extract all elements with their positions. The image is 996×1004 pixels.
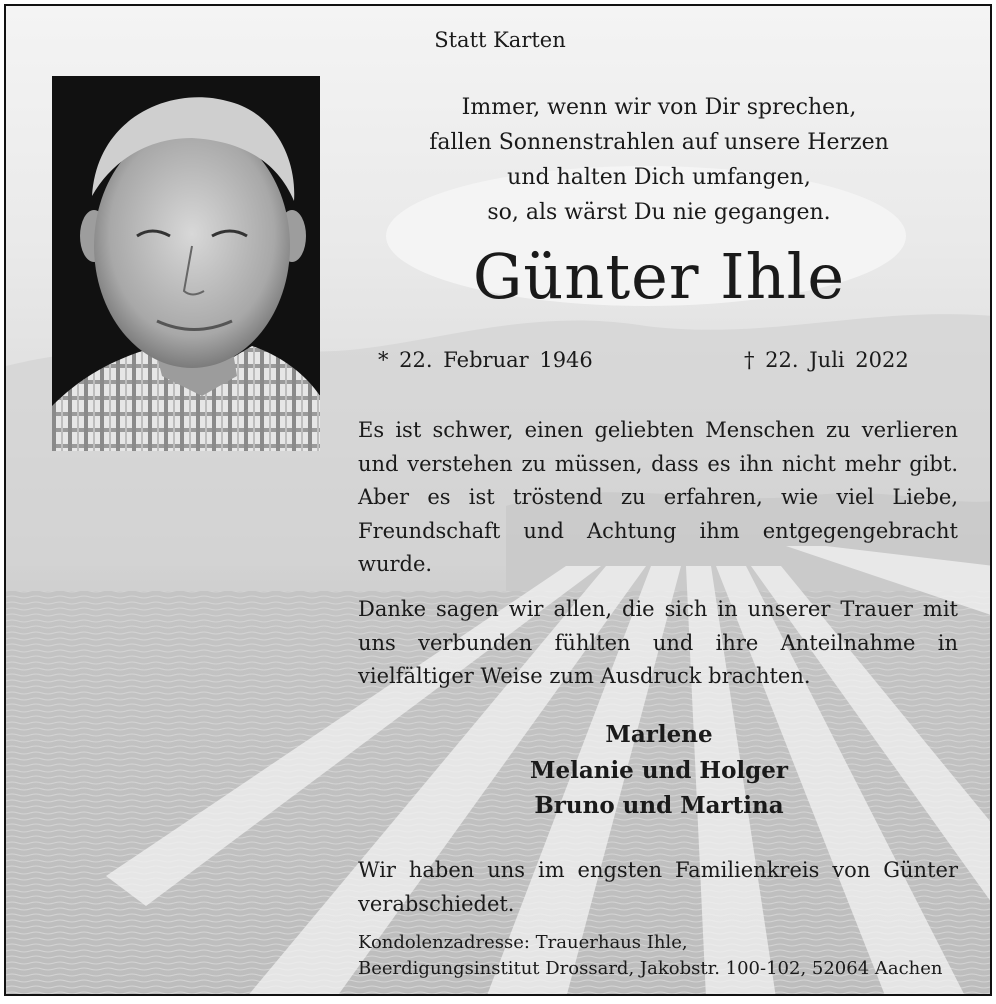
poem-line: und halten Dich umfangen, — [507, 165, 811, 190]
portrait-photo — [52, 76, 320, 451]
header-text: Statt Karten — [434, 28, 566, 52]
farewell-paragraph: Wir haben uns im engsten Familienkreis von Günter verabschiedet. — [358, 858, 958, 916]
poem-line: fallen Sonnenstrahlen auf unsere Herzen — [429, 130, 889, 155]
signatory: Marlene — [605, 721, 713, 748]
death-date: † 22. Juli 2022 — [744, 348, 909, 372]
address-line: Kondolenzadresse: Trauerhaus Ihle, — [358, 932, 688, 953]
obituary-notice — [4, 4, 992, 996]
birth-date: * 22. Februar 1946 — [378, 348, 593, 372]
poem-line: so, als wärst Du nie gegangen. — [487, 200, 831, 225]
poem — [324, 90, 992, 230]
signatory: Bruno und Martina — [534, 792, 784, 819]
deceased-name: Günter Ihle — [472, 240, 846, 313]
thanks-paragraph: Danke sagen wir allen, die sich in unserer Trauer mit uns verbunden fühlten und ihre Anteilnahme in vielfältiger Weise zum Ausdruck brachten. — [358, 597, 958, 688]
portrait-image — [52, 76, 320, 451]
condolence-paragraph: Es ist schwer, einen geliebten Menschen zu verlieren und verstehen zu müssen, dass es ihn nicht mehr gibt. Aber es ist tröstend zu erfahren, wie viel Liebe, Freundschaft und Achtung ihm entgegengebracht wurde. — [358, 418, 958, 576]
address-line: Beerdigungsinstitut Drossard, Jakobstr. 100-102, 52064 Aachen — [358, 958, 943, 979]
signatories — [324, 717, 992, 824]
poem-line: Immer, wenn wir von Dir sprechen, — [461, 95, 857, 120]
signatory: Melanie und Holger — [529, 756, 788, 784]
